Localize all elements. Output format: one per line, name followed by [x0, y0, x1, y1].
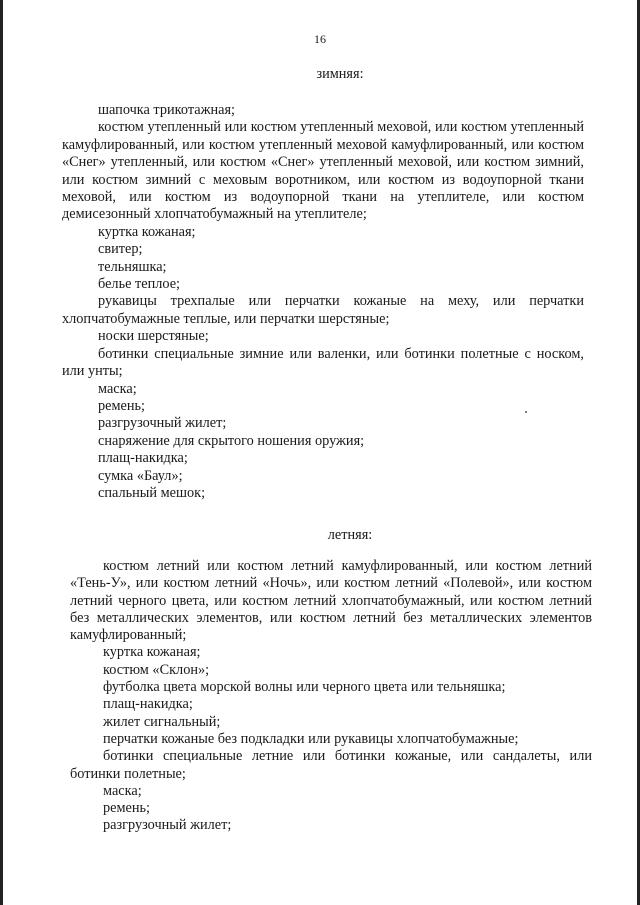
list-item: маска; [98, 380, 137, 397]
summer-items-list [70, 558, 592, 835]
list-item: свитер; [98, 241, 143, 258]
list-item: разгрузочный жилет; [103, 817, 232, 834]
list-item: сумка «Баул»; [98, 467, 183, 484]
list-item: маска; [103, 782, 142, 799]
list-item: костюм летний или костюм летний камуфлированный, или костюм летний «Тень-У», или костюм летний «Ночь», или костюм летний «Полевой», или костюм летний черного цвета, или костюм летний хлопчатобумажный, или костюм летний без металлических элементов, или костюм летний без металлических элементов камуфлированный; [70, 558, 592, 644]
list-item: костюм «Склон»; [103, 661, 210, 678]
list-item: плащ-накидка; [98, 450, 188, 467]
list-item: шапочка трикотажная; [98, 102, 236, 118]
list-item: ботинки специальные зимние или валенки, или ботинки полетные с носком, или унты; [62, 345, 584, 380]
section-heading-summer: летняя: [327, 527, 373, 543]
list-item: разгрузочный жилет; [98, 415, 227, 432]
list-item: спальный мешок; [98, 484, 206, 501]
list-item: тельняшка; [98, 258, 167, 275]
list-item: ботинки специальные летние или ботинки кожаные, или сандалеты, или ботинки полетные; [70, 748, 592, 782]
list-item: ремень; [103, 800, 151, 817]
scan-edge-left [0, 0, 3, 905]
list-item: костюм утепленный или костюм утепленный меховой, или костюм утепленный камуфлированный, или костюм утепленный меховой камуфлированный, или костюм «Снег» утепленный, или костюм «Снег» утепленный меховой, или костюм зимний, или костюм зимний с меховым воротником, или костюм из водоупорной ткани меховой, или костюм из водоупорной ткани на утеплителе, или костюм демисезонный хлопчатобумажный на утеплителе; [62, 119, 584, 223]
list-item: рукавицы трехпалые или перчатки кожаные на меху, или перчатки хлопчатобумажные теплые, или перчатки шерстяные; [62, 293, 584, 327]
list-item: плащ-накидка; [103, 696, 193, 713]
section-heading-winter: зимняя: [316, 66, 364, 82]
list-item: носки шерстяные; [98, 328, 209, 345]
list-item: перчатки кожаные без подкладки или рукавицы хлопчатобумажные; [103, 730, 519, 747]
winter-items-list [62, 102, 584, 502]
list-item: куртка кожаная; [98, 223, 196, 240]
page-number: 16 [314, 32, 326, 46]
list-item: снаряжение для скрытого ношения оружия; [98, 432, 365, 449]
list-item: футболка цвета морской волны или черного цвета или тельняшка; [103, 679, 506, 696]
list-item: жилет сигнальный; [103, 713, 221, 730]
list-item: белье теплое; [98, 276, 181, 293]
list-item: куртка кожаная; [103, 644, 201, 661]
list-item: ремень; [98, 397, 146, 414]
